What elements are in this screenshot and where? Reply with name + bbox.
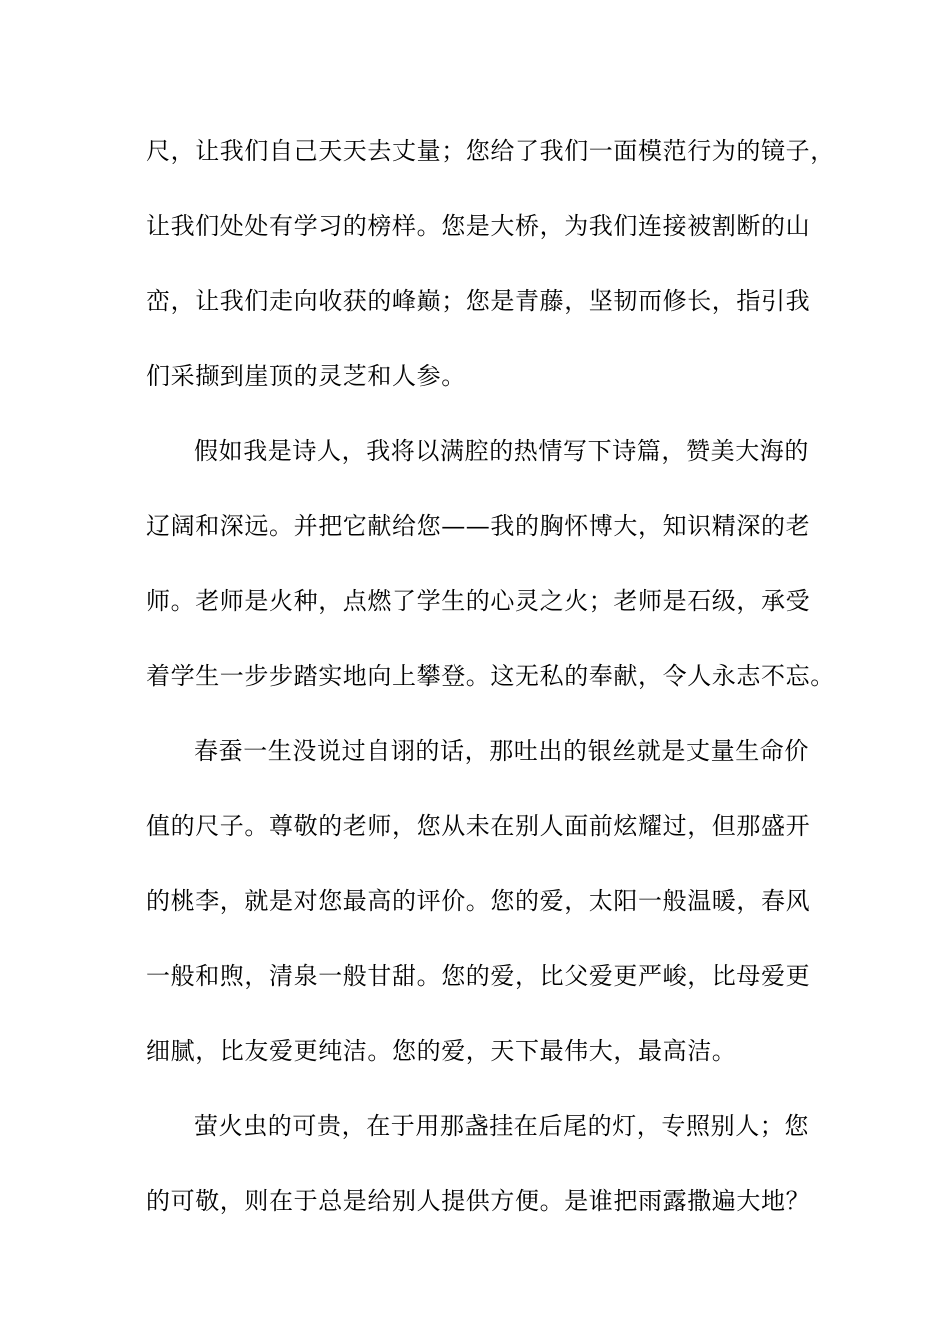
text-line: 一般和煦，清泉一般甘甜。您的爱，比父爱更严峻，比母爱更 xyxy=(146,962,811,990)
text-line: 的桃李，就是对您最高的评价。您的爱，太阳一般温暖，春风 xyxy=(146,887,811,915)
text-line-paragraph-start: 萤火虫的可贵，在于用那盏挂在后尾的灯，专照别人；您 xyxy=(194,1112,809,1140)
text-line: 峦，让我们走向收获的峰巅；您是青藤，坚韧而修长，指引我 xyxy=(146,287,811,315)
text-line: 师。老师是火种，点燃了学生的心灵之火；老师是石级，承受 xyxy=(146,587,811,615)
text-line: 辽阔和深远。并把它献给您——我的胸怀博大，知识精深的老 xyxy=(146,512,811,540)
text-line-paragraph-start: 假如我是诗人，我将以满腔的热情写下诗篇，赞美大海的 xyxy=(194,437,809,465)
text-line: 尺，让我们自己天天去丈量；您给了我们一面模范行为的镜子， xyxy=(146,137,835,165)
text-line-paragraph-start: 春蚕一生没说过自诩的话，那吐出的银丝就是丈量生命价 xyxy=(194,737,809,765)
text-line: 的可敬，则在于总是给别人提供方便。是谁把雨露撒遍大地？ xyxy=(146,1187,811,1215)
text-line: 们采撷到崖顶的灵芝和人参。 xyxy=(146,362,466,390)
text-line: 着学生一步步踏实地向上攀登。这无私的奉献，令人永志不忘。 xyxy=(146,662,835,690)
text-line: 让我们处处有学习的榜样。您是大桥，为我们连接被割断的山 xyxy=(146,212,811,240)
text-line: 值的尺子。尊敬的老师，您从未在别人面前炫耀过，但那盛开 xyxy=(146,812,811,840)
text-line: 细腻，比友爱更纯洁。您的爱，天下最伟大，最高洁。 xyxy=(146,1037,737,1065)
